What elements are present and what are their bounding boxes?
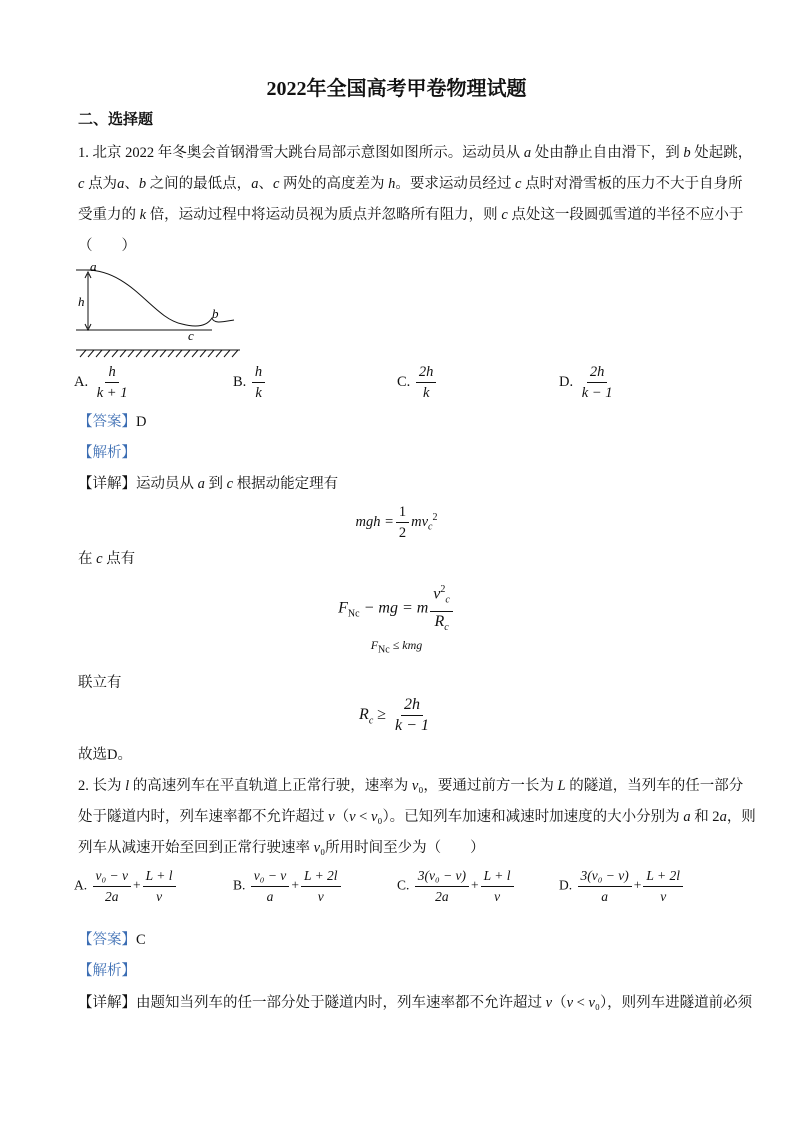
text-segment: 点处这一段圆弧雪道的半径不应小于 <box>507 207 744 223</box>
label-c: c <box>188 328 194 343</box>
q2-detail <box>78 991 752 1012</box>
text-segment: 根据动能定理有 <box>233 476 339 492</box>
frac-denominator: k + 1 <box>96 385 128 401</box>
option-c <box>397 362 438 403</box>
text-segment: ）。已知列车加速和减速时加速度的大小分别为 <box>382 809 684 825</box>
text-segment: 处于隧道内时，列车速率都不允许超过 <box>78 809 329 825</box>
text-segment: 之间的最低点， <box>146 176 252 192</box>
label-a: a <box>90 259 97 274</box>
text-segment: < <box>573 995 589 1011</box>
text-segment: b <box>138 176 147 192</box>
option-a <box>74 362 132 403</box>
text-segment: 倍，运动过程中将运动员视为质点并忽略所有阻力，则 <box>146 207 502 223</box>
text-segment: h <box>388 176 396 192</box>
eq-sub: Nc <box>378 644 390 656</box>
q1-answer <box>78 410 146 431</box>
eq-den <box>431 612 451 638</box>
eq-lhs: F <box>338 599 348 617</box>
text-segment: l <box>125 778 130 794</box>
eq-num: 1 <box>396 502 409 523</box>
eq-num <box>430 580 453 612</box>
eq-sup: 2 <box>440 584 446 595</box>
eq-rhs: ≤ kmg <box>389 638 423 652</box>
text-segment: a <box>683 809 691 825</box>
option-label: B. <box>233 877 246 893</box>
text-segment: 由题知当列车的任一部分处于隧道内时，列车速率都不允许超过 <box>136 995 546 1011</box>
answer-value: C <box>136 932 146 948</box>
text-segment: a <box>251 176 259 192</box>
text-segment: 点时对滑雪板的压力不大于自身所 <box>521 176 743 192</box>
text-segment: c <box>226 476 234 492</box>
eq-op: ≥ <box>373 706 391 724</box>
text-segment: ₀ <box>377 809 383 825</box>
text-segment: ₀ <box>320 840 326 856</box>
frac-numerator: L + 2l <box>301 866 341 887</box>
label-h: h <box>78 294 85 309</box>
option-c: C. $\frac{\text{3(v₀ − v)}}{2a}$ + $\frac{L + l}{v}$ <box>397 866 516 907</box>
question-line <box>78 774 743 795</box>
text-segment: 运动员从 <box>136 476 198 492</box>
text-segment: v <box>588 995 595 1011</box>
text-segment: v <box>328 809 335 825</box>
frac-numerator: v₀ − v <box>251 866 290 887</box>
text-segment: < <box>355 809 371 825</box>
text-segment: c <box>96 551 103 567</box>
text-segment: v <box>411 778 419 794</box>
option-label: A. <box>74 373 89 390</box>
frac-denominator: k <box>422 385 430 401</box>
question-line <box>78 172 743 193</box>
text-segment: 处由静止自由滑下，到 <box>531 145 684 161</box>
equation-inequality <box>0 638 793 655</box>
option-d <box>559 362 617 403</box>
section-heading: 二、选择题 <box>78 112 154 128</box>
eq-num: 2h <box>401 695 423 716</box>
frac-denominator: a <box>266 889 274 904</box>
frac-numerator: L + 2l <box>643 866 683 887</box>
text-segment: v <box>349 809 356 825</box>
frac-numerator: 2h <box>587 362 608 383</box>
text-segment: v <box>545 995 553 1011</box>
frac-denominator: v <box>494 889 501 904</box>
frac-denominator: v <box>660 889 667 904</box>
text-segment: ₀ <box>418 778 424 794</box>
frac-denominator: 2a <box>105 889 119 904</box>
text-segment: 受重力的 <box>78 207 140 223</box>
frac-numerator: v₀ − v <box>93 866 132 887</box>
text-segment: 的高速列车在平直轨道上正常行驶，速率为 <box>129 778 412 794</box>
eq-sub: c <box>368 715 374 727</box>
text-segment: a <box>117 176 125 192</box>
text-segment: 两处的高度差为 <box>279 176 389 192</box>
question-line <box>78 141 752 162</box>
page-title: 2022年全国高考甲卷物理试题 <box>266 78 527 100</box>
text-segment: ₀ <box>594 995 600 1011</box>
text-segment: 、 <box>258 176 273 192</box>
question-line <box>78 805 756 826</box>
eq-den: 2 <box>398 525 407 541</box>
frac-denominator: k <box>255 385 262 401</box>
frac-denominator: 2a <box>435 889 449 904</box>
text-segment: （ ） <box>78 238 136 254</box>
frac-numerator: L + l <box>143 866 176 887</box>
q1-detail <box>78 472 338 493</box>
text-segment: c <box>515 176 522 192</box>
text-segment: 2. 长为 <box>78 778 126 794</box>
equation-result <box>0 695 793 736</box>
frac-numerator: h <box>105 362 118 383</box>
text-segment: L <box>557 778 566 794</box>
answer-tag: 【答案】 <box>78 932 136 948</box>
text-segment: 到 <box>204 476 227 492</box>
text-segment: a <box>197 476 205 492</box>
ski-jump-figure <box>72 258 247 358</box>
option-label: C. <box>397 373 411 390</box>
text-segment: 点为 <box>84 176 118 192</box>
text-segment: v <box>566 995 573 1011</box>
label-b: b <box>212 306 219 321</box>
q2-analysis-tag: 【解析】 <box>78 963 136 979</box>
text-segment: c <box>501 207 508 223</box>
text-segment: 所用时间至少为（ ） <box>325 840 485 856</box>
eq-den: k − 1 <box>395 717 429 734</box>
frac-numerator: 3(v₀ − v) <box>578 866 632 887</box>
frac-denominator: v <box>156 889 163 904</box>
text-segment: a <box>523 145 532 161</box>
text-segment: v <box>313 840 321 856</box>
option-label: A. <box>74 877 88 893</box>
option-label: C. <box>397 877 410 893</box>
eq-lhs: F <box>370 638 379 652</box>
text-segment: a <box>719 809 727 825</box>
option-d: D. $\frac{\text{3(v₀ − v)}}{a}$ + $\frac{L + 2l}{v}$ <box>559 866 685 907</box>
option-b <box>233 362 267 403</box>
text-segment: v <box>370 809 378 825</box>
eq-sub: Nc <box>347 608 360 620</box>
eq-sub: c <box>428 521 433 533</box>
question-line <box>78 234 136 255</box>
at-c-text <box>78 547 135 568</box>
frac-numerator: 2h <box>416 362 437 383</box>
text-segment: 在 <box>78 551 97 567</box>
eq-lhs: mgh = <box>355 513 394 530</box>
eq-lhs: R <box>359 706 369 724</box>
combine-text: 联立有 <box>78 675 122 691</box>
text-segment: k <box>139 207 147 223</box>
text-segment: （ <box>334 809 350 825</box>
eq-rhs: mv <box>411 513 429 530</box>
eq-den-r: R <box>434 612 445 630</box>
option-a: A. $\frac{\text{v₀ − v}}{2a}$ + $\frac{L + l}{v}$ <box>74 866 178 907</box>
eq-sup: 2 <box>432 512 438 523</box>
answer-value: D <box>136 414 147 430</box>
text-segment: 点有 <box>102 551 136 567</box>
text-segment: 的隧道，当列车的任一部分 <box>565 778 744 794</box>
text-segment: 列车从减速开始至回到正常行驶速率 <box>78 840 314 856</box>
text-segment: c <box>78 176 85 192</box>
frac-denominator: k − 1 <box>581 385 613 401</box>
equation-force <box>0 580 793 638</box>
question-line <box>78 836 485 857</box>
text-segment: ，要通过前方一长为 <box>423 778 558 794</box>
frac-numerator: h <box>252 362 265 383</box>
text-segment: 。要求运动员经过 <box>395 176 515 192</box>
option-label: D. <box>559 373 574 390</box>
text-segment: b <box>683 145 691 161</box>
eq-sub: c <box>445 594 450 606</box>
option-label: D. <box>559 877 573 893</box>
text-segment: ），则列车进隧道前必须 <box>599 995 753 1011</box>
detail-tag: 【详解】 <box>78 476 136 492</box>
text-segment: 、 <box>124 176 139 192</box>
text-segment: 1. 北京 2022 年冬奥会首钢滑雪大跳台局部示意图如图所示。运动员从 <box>78 145 524 161</box>
option-b: B. $\frac{\text{v₀ − v}}{a}$ + $\frac{L + 2l}{v}$ <box>233 866 343 907</box>
conclusion: 故选D。 <box>78 747 132 763</box>
eq-mid: − mg = m <box>359 599 429 617</box>
equation-energy <box>0 502 793 543</box>
question-line <box>78 203 743 224</box>
detail-tag: 【详解】 <box>78 995 136 1011</box>
eq-sub: c <box>444 621 449 633</box>
text-segment: 处起跳， <box>690 145 753 161</box>
text-segment: （ <box>552 995 567 1011</box>
frac-numerator: L + l <box>481 866 514 887</box>
answer-tag: 【答案】 <box>78 414 136 430</box>
q2-answer <box>78 928 146 949</box>
frac-denominator: a <box>601 889 609 904</box>
frac-numerator: 3(v₀ − v) <box>415 866 469 887</box>
eq-num-v: v <box>433 585 441 603</box>
option-label: B. <box>233 373 247 390</box>
text-segment: ，则 <box>726 809 756 825</box>
text-segment: 和 2 <box>690 809 720 825</box>
text-segment: c <box>272 176 280 192</box>
q1-analysis-tag: 【解析】 <box>78 445 136 461</box>
frac-denominator: v <box>317 889 324 904</box>
